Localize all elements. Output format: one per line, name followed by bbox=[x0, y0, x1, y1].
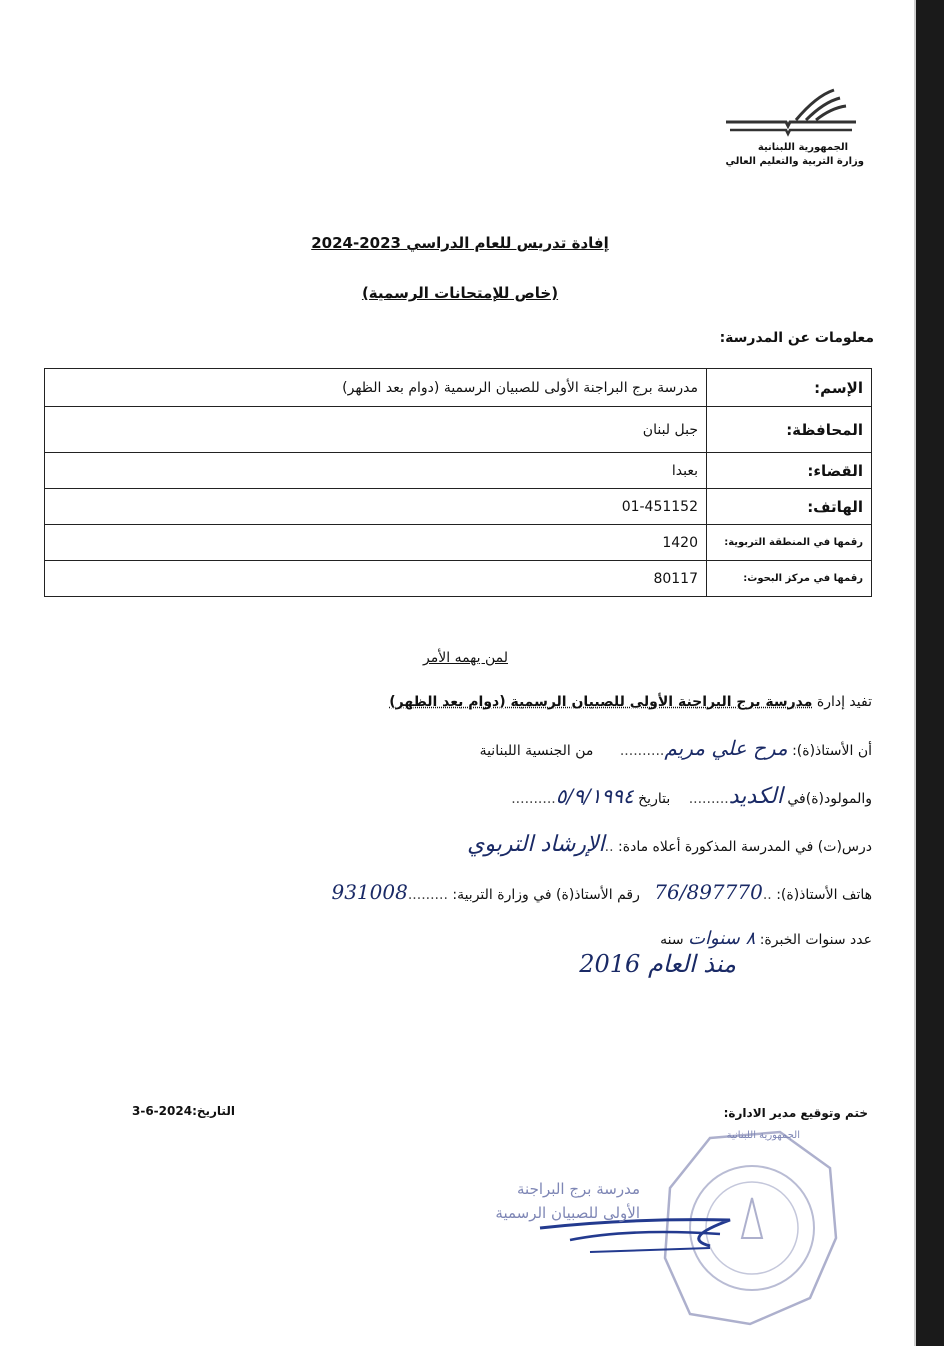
ministry-logo bbox=[716, 86, 866, 176]
line3-mid: بتاريخ bbox=[638, 791, 671, 807]
table-row bbox=[45, 369, 872, 407]
teacher-name: مرح علي مريم bbox=[664, 736, 788, 760]
line3-prefix: والمولود(ة)في bbox=[787, 791, 872, 807]
table-value: 1420 bbox=[45, 525, 707, 561]
date-block bbox=[132, 1104, 235, 1118]
document-subtitle: (خاص للإمتحانات الرسمية) bbox=[361, 284, 559, 302]
line5-mid: رقم الأستاذ(ة) في وزارة التربية: bbox=[452, 887, 640, 903]
certificate-line-5: هاتف الأستاذ(ة): ..76/897770 رقم الأستاذ(ة) في وزارة التربية: .........931008 bbox=[331, 880, 872, 904]
table-value: مدرسة برج البراجنة الأولى للصبيان الرسمية (دوام بعد الظهر) bbox=[45, 369, 707, 407]
table-row bbox=[45, 453, 872, 489]
page-edge-line bbox=[914, 0, 916, 1346]
table-value: 01-451152 bbox=[45, 489, 707, 525]
table-row bbox=[45, 489, 872, 525]
birth-date: ٥/٩/١٩٩٤ bbox=[555, 784, 634, 808]
line6-prefix: عدد سنوات الخبرة: bbox=[759, 932, 872, 948]
school-info-heading: معلومات عن المدرسة: bbox=[719, 330, 874, 346]
table-row bbox=[45, 561, 872, 597]
table-value: جبل لبنان bbox=[45, 407, 707, 453]
logo-ministry-text: وزارة التربية والتعليم العالي bbox=[725, 156, 864, 167]
line6-suffix: سنه bbox=[660, 932, 684, 948]
footer-date-label: التاريخ: bbox=[192, 1104, 235, 1118]
subject: الإرشاد التربوي bbox=[467, 832, 605, 857]
teacher-phone: 76/897770 bbox=[654, 880, 763, 904]
table-value: بعبدا bbox=[45, 453, 707, 489]
line5-prefix: هاتف الأستاذ(ة): bbox=[776, 887, 872, 903]
footer-date: 3-6-2024 bbox=[132, 1104, 193, 1118]
signature-label: ختم وتوقيع مدير الادارة: bbox=[723, 1106, 868, 1120]
document-title: إفادة تدريس للعام الدراسي 2023-2024 bbox=[311, 234, 609, 252]
certificate-line-1 bbox=[389, 694, 872, 710]
school-info-table bbox=[44, 368, 872, 597]
to-whom-heading: لمن يهمه الأمر bbox=[423, 650, 508, 666]
stamp-school-type: الأولى للصبيان الرسمية bbox=[495, 1204, 640, 1222]
official-stamp bbox=[480, 1128, 840, 1328]
line1-prefix: تفيد إدارة bbox=[816, 694, 872, 710]
table-label: رقمها في المنطقة التربوية: bbox=[707, 525, 872, 561]
stamp-school-name: مدرسة برج البراجنة bbox=[517, 1180, 640, 1198]
book-icon bbox=[716, 86, 866, 146]
table-label: المحافظة: bbox=[707, 407, 872, 453]
table-label: الهاتف: bbox=[707, 489, 872, 525]
experience-years: ٨ سنوات bbox=[688, 928, 756, 949]
page-edge-shadow bbox=[916, 0, 944, 1346]
table-label: القضاء: bbox=[707, 453, 872, 489]
certificate-line-2: أن الأستاذ(ة): مرح علي مريم.......... من الجنسية اللبنانية bbox=[479, 736, 872, 760]
experience-since-note: منذ العام 2016 bbox=[579, 950, 736, 978]
birth-place: الكديد bbox=[728, 784, 783, 809]
certificate-line-4: درس(ت) في المدرسة المذكورة أعلاه مادة: ..الإرشاد التربوي bbox=[467, 832, 872, 857]
teacher-ministry-number: 931008 bbox=[331, 880, 408, 904]
table-value: 80117 bbox=[45, 561, 707, 597]
table-label: الإسم: bbox=[707, 369, 872, 407]
logo-republic-text: الجمهورية اللبنانية bbox=[757, 142, 848, 153]
table-row bbox=[45, 525, 872, 561]
line1-school: مدرسة برج البراجنة الأولى للصبيان الرسمية (دوام بعد الظهر) bbox=[389, 694, 813, 710]
line2-prefix: أن الأستاذ(ة): bbox=[792, 743, 872, 759]
table-label: رقمها في مركز البحوث: bbox=[707, 561, 872, 597]
stamp-icon bbox=[480, 1128, 840, 1328]
line2-suffix: من الجنسية اللبنانية bbox=[479, 743, 594, 759]
certificate-line-6 bbox=[660, 928, 872, 949]
certificate-line-3: والمولود(ة)في الكديد......... بتاريخ ٥/٩/١٩٩٤.......... bbox=[511, 784, 872, 809]
line4-prefix: درس(ت) في المدرسة المذكورة أعلاه مادة: bbox=[618, 839, 872, 855]
stamp-circle-text: الجمهورية اللبنانية bbox=[726, 1130, 800, 1141]
table-row bbox=[45, 407, 872, 453]
